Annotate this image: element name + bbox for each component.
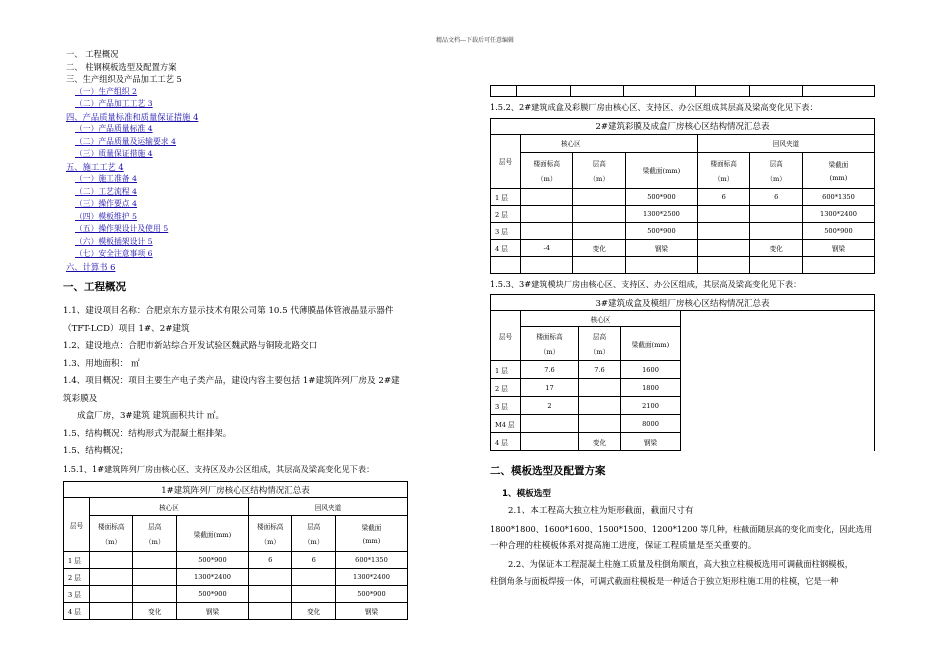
page-header: 精品文档---下载后可任意编辑 bbox=[435, 37, 515, 44]
table-2-caption: 2#建筑彩膜及成盒厂房核心区结构情况汇总表 bbox=[491, 118, 875, 134]
para-1-3: 1.3、用地面积： ㎡ bbox=[63, 358, 140, 369]
right-column bbox=[490, 85, 875, 591]
table-cell: 600*1350 bbox=[802, 188, 874, 205]
table-cell bbox=[681, 415, 875, 433]
table-cell bbox=[625, 256, 697, 273]
table-cell: 钢梁 bbox=[176, 603, 248, 620]
table-cell bbox=[750, 256, 803, 273]
table-3-floor-header: 层号 bbox=[491, 311, 521, 361]
table-cell bbox=[521, 256, 573, 273]
table-cell: 1600 bbox=[621, 361, 681, 379]
table-row bbox=[64, 552, 408, 569]
table-1-subheader: 梁截面(mm) bbox=[176, 516, 248, 552]
table-2-group-return: 回风夹道 bbox=[697, 134, 874, 152]
toc-item-label: 二、 柱钢模板选型及配置方案 bbox=[66, 61, 177, 72]
toc-item-label[interactable]: （三）质量保证措施 4 bbox=[75, 149, 153, 158]
table-cell: 变化 bbox=[292, 603, 335, 620]
table-cell bbox=[90, 552, 133, 569]
para-2-2-cont: 柱倒角条与面板焊接一体，可调式截面柱模板是一种适合于独立矩形柱施工用的柱模，它是一种 bbox=[490, 576, 839, 586]
toc-item-label[interactable]: （五）操作架设计及使用 5 bbox=[75, 224, 169, 233]
toc-item-label[interactable]: （二）产品加工工艺 3 bbox=[75, 99, 153, 108]
table-cell: 4 层 bbox=[491, 239, 521, 256]
table-row bbox=[491, 433, 875, 451]
table-cell: -4 bbox=[521, 239, 573, 256]
table-cell: 钢梁 bbox=[802, 239, 874, 256]
table-row bbox=[64, 569, 408, 586]
table-cell: 7.6 bbox=[521, 361, 579, 379]
toc-item-label[interactable]: （二）产品质量及运输要求 4 bbox=[75, 136, 177, 146]
table-cell bbox=[573, 222, 625, 239]
table-cell: 6 bbox=[697, 188, 749, 205]
table-1-subheader: 梁截面 (mm) bbox=[335, 516, 407, 552]
table-cell: 4 层 bbox=[491, 433, 521, 451]
table-cell bbox=[133, 552, 176, 569]
table-cell bbox=[681, 433, 875, 451]
table-cell: 500*900 bbox=[625, 222, 697, 239]
toc-item[interactable] bbox=[63, 211, 408, 224]
table-row bbox=[491, 205, 875, 222]
table-3 bbox=[490, 294, 875, 451]
table-1-subheader: 楼面标高 （m） bbox=[90, 516, 133, 552]
table-cell: 500*900 bbox=[176, 552, 248, 569]
para-2-1-cont2: 一种合理的柱模板体系对提高施工进度，保证工程质量是至关重要的。 bbox=[490, 541, 757, 551]
table-cell: 2100 bbox=[621, 397, 681, 415]
table-row bbox=[491, 415, 875, 433]
para-1-5b: 1.5、结构概况； bbox=[63, 446, 129, 456]
para-1-2: 1.2、建设地点：合肥市新站综合开发试验区魏武路与铜陵北路交口 bbox=[63, 341, 318, 351]
table-cell bbox=[292, 586, 335, 603]
table-cell bbox=[573, 256, 625, 273]
table-cell: 1300*2400 bbox=[176, 569, 248, 586]
table-cell bbox=[573, 188, 625, 205]
table-cell: 4 层 bbox=[64, 603, 90, 620]
toc-item[interactable] bbox=[63, 136, 408, 149]
table-cell: 变化 bbox=[133, 603, 176, 620]
table-cell bbox=[579, 415, 621, 433]
toc-item[interactable] bbox=[63, 161, 408, 174]
toc-item-label[interactable]: （一）施工准备 4 bbox=[75, 174, 138, 183]
table-cell: 钢梁 bbox=[625, 239, 697, 256]
table-1-subheader: 层高 （m） bbox=[133, 516, 176, 552]
table-cell bbox=[697, 239, 749, 256]
toc-item-label[interactable]: （七）安全注意事项 6 bbox=[75, 249, 153, 258]
table-cell bbox=[248, 569, 291, 586]
table-cell bbox=[681, 379, 875, 397]
toc-item-label[interactable]: （一）产品质量标准 4 bbox=[75, 124, 153, 133]
table-2-group-core: 核心区 bbox=[521, 134, 698, 152]
table-cell bbox=[521, 188, 573, 205]
subsection-1-title: 1、模板选型 bbox=[502, 489, 551, 499]
table-cell: 2 层 bbox=[64, 569, 90, 586]
table-cell bbox=[697, 256, 749, 273]
table-cell: 7.6 bbox=[579, 361, 621, 379]
para-1-5: 1.5、结构概况：结构形式为混凝土框排架。 bbox=[63, 428, 232, 439]
table-cell bbox=[579, 397, 621, 415]
table-cell bbox=[750, 222, 803, 239]
table-cell: 17 bbox=[521, 379, 579, 397]
table-1 bbox=[63, 481, 408, 620]
table-cell: 1 层 bbox=[64, 552, 90, 569]
table-row bbox=[491, 222, 875, 239]
toc-item[interactable] bbox=[63, 111, 408, 124]
table-row bbox=[64, 603, 408, 620]
table-row bbox=[491, 239, 875, 256]
table-cell: 500*900 bbox=[625, 188, 697, 205]
table-cell: 6 bbox=[750, 188, 803, 205]
table-2-floor-header: 层号 bbox=[491, 134, 521, 188]
para-1-5-2: 1.5.2、2#建筑成盒及彩膜厂房由核心区、支持区、办公区组成其层高及梁高变化见下表： bbox=[490, 102, 818, 112]
table-cell bbox=[248, 586, 291, 603]
table-cell bbox=[491, 256, 521, 273]
table-cell: 2 层 bbox=[491, 205, 521, 222]
table-2-subheader: 层高 （m） bbox=[750, 152, 803, 188]
para-2-2: 2.2、为保证本工程混凝土柱施工质量及柱倒角顺直，高大独立柱模板选用可调截面柱钢模板， bbox=[508, 558, 854, 569]
table-cell bbox=[90, 569, 133, 586]
toc-item[interactable] bbox=[63, 173, 408, 186]
table-row bbox=[491, 379, 875, 397]
table-cell: 3 层 bbox=[491, 222, 521, 239]
table-2-subheader: 层高 （m） bbox=[573, 152, 625, 188]
table-cell: 3 层 bbox=[491, 397, 521, 415]
toc-item[interactable] bbox=[63, 148, 408, 161]
table-row bbox=[64, 586, 408, 603]
table-cell: 8000 bbox=[621, 415, 681, 433]
table-1-subheader: 层高 （m） bbox=[292, 516, 335, 552]
table-cell: 变化 bbox=[750, 239, 803, 256]
para-1-5-1: 1.5.1、1#建筑阵列厂房由核心区、支持区及办公区组成，其层高及梁高变化见下表： bbox=[63, 463, 375, 474]
table-1-group-core: 核心区 bbox=[90, 498, 249, 516]
toc-item bbox=[63, 48, 408, 61]
toc-item[interactable] bbox=[63, 236, 408, 249]
table-cell: 2 bbox=[521, 397, 579, 415]
toc-item-label[interactable]: （一）生产组织 2 bbox=[75, 86, 138, 96]
toc-item[interactable] bbox=[63, 248, 408, 261]
table-cell: 变化 bbox=[573, 239, 625, 256]
table-1-group-return: 回风夹道 bbox=[248, 498, 407, 516]
table-3-caption: 3#建筑成盒及模组厂房核心区结构情况汇总表 bbox=[491, 295, 875, 311]
table-2-subheader: 楼面标高 （m） bbox=[697, 152, 749, 188]
table-cell: 3 层 bbox=[64, 586, 90, 603]
para-1-5-3: 1.5.3、3#建筑模块厂房由核心区、支持区、办公区组成，其层高及梁高变化见下表： bbox=[490, 278, 802, 289]
toc-item[interactable] bbox=[63, 98, 408, 111]
table-3-subheader: 楼面标高 （m） bbox=[521, 327, 579, 361]
table-cell bbox=[521, 222, 573, 239]
toc-item[interactable] bbox=[63, 198, 408, 211]
table-2-subheader: 楼面标高 （m） bbox=[521, 152, 573, 188]
table-of-contents bbox=[63, 48, 408, 273]
table-cell bbox=[681, 397, 875, 415]
toc-item-label[interactable]: （三）操作要点 4 bbox=[75, 199, 138, 208]
toc-item-label: 三、生产组织及产品加工工艺 5 bbox=[66, 74, 182, 84]
table-cell bbox=[573, 205, 625, 222]
table-3-subheader: 梁截面(mm) bbox=[621, 327, 681, 361]
toc-item bbox=[63, 61, 408, 74]
table-cell bbox=[579, 379, 621, 397]
toc-item[interactable] bbox=[63, 186, 408, 199]
table-cell bbox=[90, 586, 133, 603]
toc-item-label: 一、 工程概况 bbox=[66, 49, 119, 59]
toc-item-label[interactable]: （六）模板插架设计 5 bbox=[75, 236, 153, 246]
table-cell: 6 bbox=[248, 552, 291, 569]
toc-item[interactable] bbox=[63, 223, 408, 236]
table-cell: 1300*2500 bbox=[625, 205, 697, 222]
table-cell bbox=[521, 205, 573, 222]
table-cell: 钢梁 bbox=[335, 603, 407, 620]
section-1-title: 一、工程概况 bbox=[63, 281, 126, 293]
table-cell: 1300*2400 bbox=[335, 569, 407, 586]
table-cell bbox=[750, 205, 803, 222]
toc-item[interactable] bbox=[63, 261, 408, 274]
table-row bbox=[491, 397, 875, 415]
table-cell: 6 bbox=[292, 552, 335, 569]
table-cell: 1800 bbox=[621, 379, 681, 397]
table-cell: 500*900 bbox=[335, 586, 407, 603]
table-1-floor-header: 层号 bbox=[64, 498, 90, 552]
table-cell: 1 层 bbox=[491, 188, 521, 205]
table-cell: 1300*2400 bbox=[802, 205, 874, 222]
table-3-subheader: 层高 （m） bbox=[579, 327, 621, 361]
table-cell: 2 层 bbox=[491, 379, 521, 397]
table-cell: 500*900 bbox=[176, 586, 248, 603]
table-2-subheader: 梁截面(mm) bbox=[625, 152, 697, 188]
toc-item-label[interactable]: （四）模板维护 5 bbox=[75, 211, 138, 221]
para-1-4-cont: 成盒厂房，3#建筑 建筑面积共计 ㎡。 bbox=[77, 411, 225, 421]
toc-item[interactable] bbox=[63, 123, 408, 136]
para-1-4: 1.4、项目概况：项目主要生产电子类产品，建设内容主要包括 1#建筑阵列厂房及 2#建筑彩膜及 bbox=[63, 376, 400, 404]
table-3-group-core: 核心区 bbox=[521, 311, 681, 327]
table-cell: 500*900 bbox=[802, 222, 874, 239]
table-cell bbox=[292, 569, 335, 586]
section-2-title: 二、模板选型及配置方案 bbox=[490, 465, 606, 477]
table-cell: 600*1350 bbox=[335, 552, 407, 569]
table-cell bbox=[133, 569, 176, 586]
para-2-1: 2.1、本工程高大独立柱为矩形截面，截面尺寸有 bbox=[508, 506, 694, 516]
table-3-blank bbox=[681, 311, 875, 361]
left-column bbox=[63, 48, 408, 620]
toc-item-label[interactable]: 五、施工工艺 4 bbox=[66, 161, 124, 172]
table-1-subheader: 楼面标高 （m） bbox=[248, 516, 291, 552]
toc-item[interactable] bbox=[63, 86, 408, 99]
table-continued-stub bbox=[490, 85, 875, 97]
table-cell bbox=[681, 361, 875, 379]
toc-item-label[interactable]: （二）工艺流程 4 bbox=[75, 186, 138, 196]
table-row bbox=[491, 256, 875, 273]
table-cell bbox=[802, 256, 874, 273]
toc-item-label[interactable]: 四、产品质量标准和质量保证措施 4 bbox=[66, 111, 199, 122]
table-2-subheader: 梁截面 (mm) bbox=[802, 152, 874, 188]
para-2-1-cont: 1800*1800、1600*1600、1500*1500、1200*1200 等几种，柱截面随层高的变化而变化，因此选用 bbox=[490, 523, 873, 534]
table-cell: M4 层 bbox=[491, 415, 521, 433]
table-cell bbox=[697, 205, 749, 222]
table-cell bbox=[521, 415, 579, 433]
toc-item-label[interactable]: 六、计算书 6 bbox=[66, 261, 116, 272]
table-cell bbox=[90, 603, 133, 620]
table-1-caption: 1#建筑阵列厂房核心区结构情况汇总表 bbox=[64, 482, 408, 498]
table-row bbox=[491, 361, 875, 379]
table-cell: 变化 bbox=[579, 433, 621, 451]
table-cell bbox=[133, 586, 176, 603]
table-cell bbox=[248, 603, 291, 620]
table-cell: 钢梁 bbox=[621, 433, 681, 451]
table-cell bbox=[521, 433, 579, 451]
table-cell: 1 层 bbox=[491, 361, 521, 379]
para-1-1: 1.1、建设项目名称：合肥京东方显示技术有限公司第 10.5 代薄膜晶体管液晶显示器件（TFT-LCD）项目 1#、2#建筑 bbox=[63, 306, 394, 334]
table-2 bbox=[490, 118, 875, 274]
toc-item bbox=[63, 73, 408, 86]
table-row bbox=[491, 188, 875, 205]
table-cell bbox=[697, 222, 749, 239]
